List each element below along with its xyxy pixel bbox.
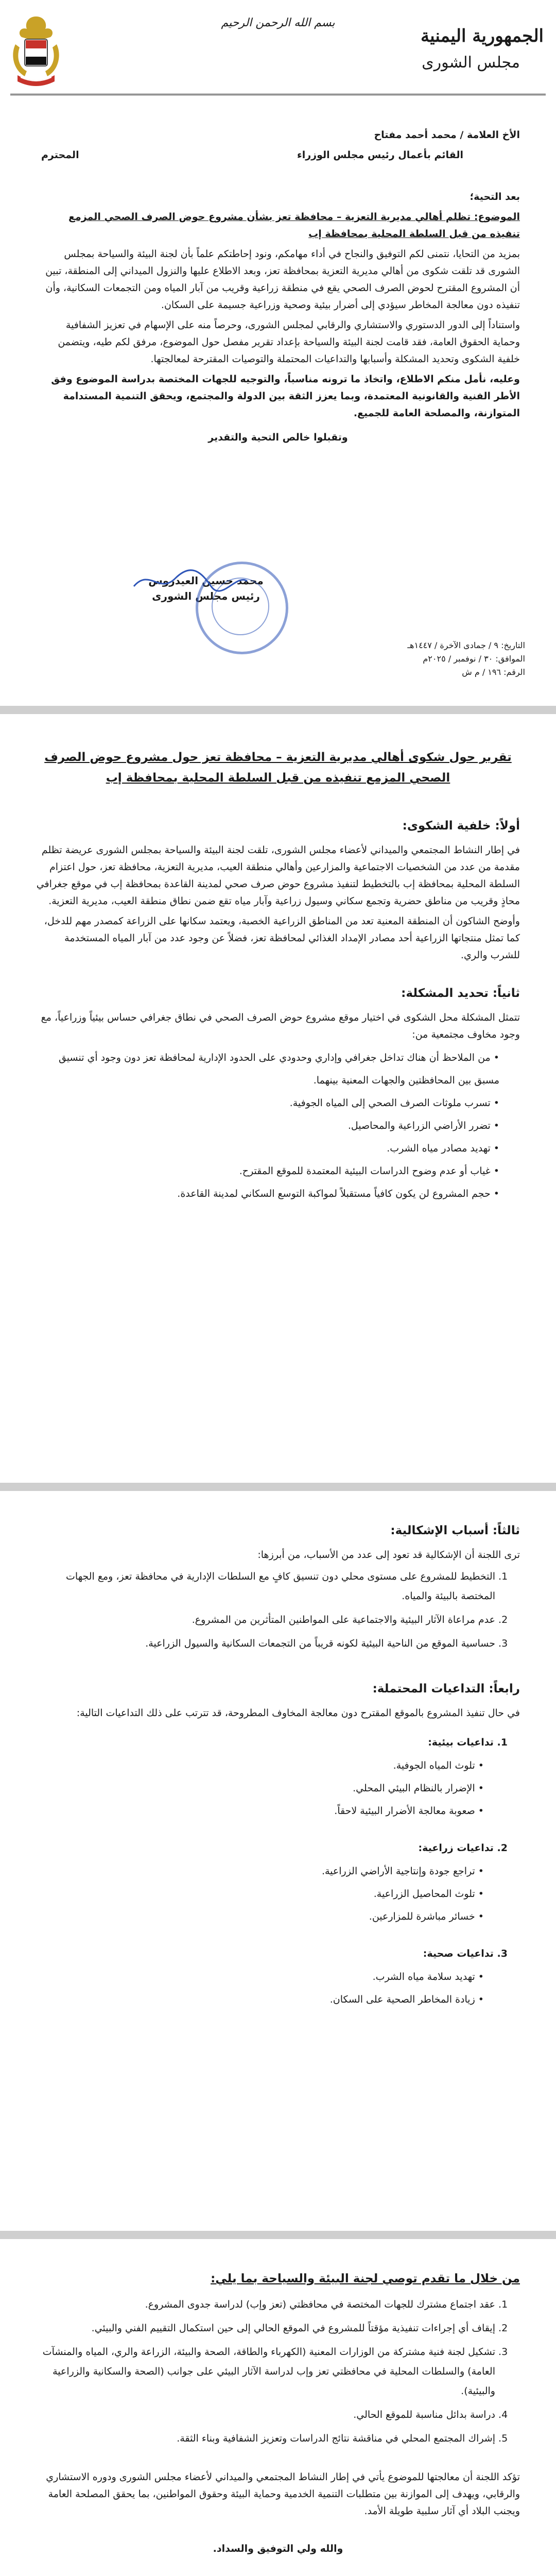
letter-closing: وتقبلوا خالص التحية والتقدير [208,432,348,443]
list-item: • خسائر مباشرة للمزارعين. [36,1905,484,1928]
recipient-line2: القائم بأعمال رئيس مجلس الوزراء [297,149,463,161]
greeting: بعد التحية؛ [470,191,520,202]
letter-request-paragraph: وعليه، نأمل منكم الاطلاع، واتخاذ ما ترونه مناسباً، والتوجيه للجهات المختصة بدراسة الموضوع وفق الأطر الفنية والقانونية المعتمدة، وبما يعزز الثقة بين الدولة والمجتمع، ويحقق التنمية المستدامة المتوازنة، والمصلحة العامة للجميع. [51,374,520,419]
section-heading-background: أولاً: خلفية الشكوى: [402,819,520,833]
report-page-2 [0,1491,556,2231]
list-item: 2. إيقاف أي إجراءات تنفيذية مؤقتاً للمشروع في الموقع الحالي إلى حين استكمال التقييم الفني والبيئي. [36,2318,495,2338]
list-item: 5. إشراك المجتمع المحلي في مناقشة نتائج الدراسات وتعزيز الشفافية وبناء الثقة. [36,2429,495,2448]
reference-number: الرقم: ١٩٦ / م ش [462,667,525,677]
org-name-line2: مجلس الشورى [422,54,520,72]
list-item: • غياب أو عدم وضوح الدراسات البيئية المعتمدة للموقع المقترح. [36,1160,499,1182]
subheading-health: 3. تداعيات صحية: [423,1948,508,1959]
signatory-title: رئيس مجلس الشورى [152,590,260,602]
letter-body-paragraph: بمزيد من التحايا، نتمنى لكم التوفيق والنجاح في أداء مهامكم، ونود إحاطتكم علماً بأن لجنة البيئة والسياحة بمجلس الشورى قد تلقت شكوى من أهالي مديرية التعزية بمحافظة تعز، وبعد الاطلاع عليها والنزول الميداني إلى المنطقة، تبين أن المشروع المقترح لحوض الصرف الصحي يقع في منطقة زراعية وقريب من آبار المياه ومن التجمعات السكانية، وأن تنفيذه دون معالجة المخاطر سيؤدي إلى أضرار بيئية وصحية وزراعية جسيمة على السكان. [45,248,520,311]
list-item: • زيادة المخاطر الصحية على السكان. [36,1988,484,2011]
subheading-environmental: 1. تداعيات بيئية: [428,1737,508,1748]
recommendations-list [36,2295,520,2448]
list-item: • حجم المشروع لن يكون كافياً مستقبلاً لمواكبة التوسع السكاني لمدينة القاعدة. [36,1182,499,1205]
header-rule [10,94,546,95]
list-item: • تهديد مصادر مياه الشرب. [36,1137,499,1160]
agricultural-list [36,1860,520,1928]
problem-list [36,1046,520,1205]
section-heading-recommendations: من خلال ما تقدم توصي لجنة البيئة والسياحة بما يلي: [211,2272,520,2285]
list-item: • تهديد سلامة مياه الشرب. [36,1965,484,1988]
recipient-line1: الأخ العلامة / محمد أحمد مفتاح [374,129,520,141]
conclusion-paragraph: تؤكد اللجنة أن معالجتها للموضوع يأتي في إطار النشاط المجتمعي والميداني لأعضاء مجلس الشورى ودوره الاستشاري والرقابي، ويهدف إلى الموازنة بين متطلبات التنمية الخدمية وحماية البيئة وحقوق المواطنين، بما يحقق المصلحة العامة ويجنب البلاد أي آثار سلبية طويلة الأمد. [46,2471,520,2517]
list-item: • من الملاحظ أن هناك تداخل جغرافي وإداري وحدودي على الحدود الإدارية لمحافظة تعز دون وجود أي تنسيق مسبق بين المحافظتين والجهات المعنية بينهما. [36,1046,499,1092]
list-item: 4. دراسة بدائل مناسبة للموقع الحالي. [36,2405,495,2425]
list-item: 3. تشكيل لجنة فنية مشتركة من الوزارات المعنية (الكهرباء والطاقة، الصحة والبيئة، الزراعة والري، المياه والمنشآت العامة) والسلطات المحلية في محافظتي تعز وإب لدراسة الآثار البيئي على جوانب (الصحة والسكانية والزراعية والبيئية). [36,2342,495,2401]
page-gap [0,2231,556,2239]
official-stamp [196,562,288,654]
causes-list [36,1567,520,1653]
list-item: • الإضرار بالنظام البيئي المحلي. [36,1777,484,1800]
subheading-agricultural: 2. تداعيات زراعية: [418,1842,508,1854]
list-item: • تلوث المحاصيل الزراعية. [36,1883,484,1905]
report-page-1 [0,714,556,1483]
list-item: • صعوبة معالجة الأضرار البيئية لاحقاً. [36,1800,484,1822]
report-closing: والله ولي التوفيق والسداد. [213,2543,343,2554]
page-gap [0,1483,556,1491]
honorific: المحترم [41,149,79,161]
date-gregorian: الموافق: ٣٠ / نوفمبر / ٢٠٢٥م [423,654,525,664]
section-paragraph: ترى اللجنة أن الإشكالية قد تعود إلى عدد من الأسباب، من أبرزها: [257,1549,520,1561]
section-paragraph: في حال تنفيذ المشروع بالموقع المقترح دون معالجة المخاوف المطروحة، قد تترتب على ذلك التداعيات التالية: [76,1707,520,1719]
environmental-list [36,1754,520,1822]
section-heading-problem: ثانياً: تحديد المشكلة: [401,987,520,1000]
section-paragraph: تتمثل المشكلة محل الشكوى في اختيار موقع مشروع حوض الصرف الصحي في نطاق جغرافي حساس بيئياً وزراعياً، مع وجود مخاوف مجتمعية من: [41,1012,520,1040]
health-list [36,1965,520,2011]
org-name-line1: الجمهورية اليمنية [420,26,544,46]
list-item: • تراجع جودة وإنتاجية الأراضي الزراعية. [36,1860,484,1883]
letter-subject: الموضوع: تظلم أهالي مديرية التعزية – محافظة تعز بشأن مشروع حوض الصرف الصحي المزمع تنفيذه من قبل السلطة المحلية بمحافظة إب [68,211,520,240]
report-title: تقرير حول شكوى أهالي مديرية التعزية – محافظة تعز حول مشروع حوض الصرف الصحي المزمع تنفيذه من قبل السلطة المحلية بمحافظة إب [44,751,512,785]
list-item: 1. التخطيط للمشروع على مستوى محلي دون تنسيق كافٍ مع السلطات الإدارية في محافظة تعز، ومع الجهات المختصة بالبيئة والمياه. [36,1567,495,1606]
list-item: 1. عقد اجتماع مشترك للجهات المختصة في محافظتي (تعز وإب) لدراسة جدوى المشروع. [36,2295,495,2314]
page-gap [0,706,556,714]
date-hijri: التاريخ: ٩ / جمادى الآخرة / ١٤٤٧هـ [407,640,525,650]
section-heading-consequences: رابعاً: التداعيات المحتملة: [372,1682,520,1696]
list-item: 3. حساسية الموقع من الناحية البيئية لكونه قريباً من التجمعات السكانية والسيول الزراعية. [36,1634,495,1653]
yemen-emblem-icon [7,13,65,91]
list-item: 2. عدم مراعاة الآثار البيئية والاجتماعية على المواطنين المتأثرين من المشروع. [36,1610,495,1630]
section-paragraph: وأوضح الشاكون أن المنطقة المعنية تعد من المناطق الزراعية الخصبة، ويعتمد سكانها على الزراعة كمصدر مهم للدخل، كما تمثل منتجاتها الزراعية أحد مصادر الإمداد الغذائي لمحافظة تعز، فضلاً عن وجود عدد من آبار المياه المستخدمة للشرب والري. [44,916,520,961]
list-item: • تسرب ملوثات الصرف الصحي إلى المياه الجوفية. [36,1092,499,1114]
list-item: • تضرر الأراضي الزراعية والمحاصيل. [36,1114,499,1137]
bismillah: بسم الله الرحمن الرحيم [221,16,335,29]
signatory-name: محمد حسين العيدروس [148,574,264,587]
letter-page [0,0,556,706]
list-item: • تلوث المياه الجوفية. [36,1754,484,1777]
section-heading-causes: ثالثاً: أسباب الإشكالية: [390,1524,520,1537]
section-paragraph: في إطار النشاط المجتمعي والميداني لأعضاء مجلس الشورى، تلقت لجنة البيئة والسياحة بمجلس الشورى عريضة تظلم مقدمة من عدد من الشخصيات الاجتماعية والمزارعين وأهالي منطقة العيب، مديرية التعزية، محافظة تعز، حول اعتزام السلطة المحلية بمحافظة إب بالتخطيط لتنفيذ مشروع حوض صرف صحي لمدينة القاعدة بمحافظة إب في موقع جغرافي محاذٍ وقريب من مناطق حضرية وتجمع سكاني وسيول زراعية وآبار مياه تقع ضمن نطاق منطقة العيب، مديرية التعزية. [36,844,520,907]
report-page-3 [0,2239,556,2576]
letter-body-paragraph: واستناداً إلى الدور الدستوري والاستشاري والرقابي لمجلس الشورى، وحرصاً منه على الإسهام في تعزيز الشفافية وحماية الحقوق العامة، فقد قامت لجنة البيئة والسياحة بإعداد تقرير مفصل حول الموضوع، مرفق لكم طيه، ويتضمن خلفية الشكوى وتحديد المشكلة وأسبابها والتداعيات المحتملة والتوصيات المقترحة لمعالجتها. [58,319,520,365]
